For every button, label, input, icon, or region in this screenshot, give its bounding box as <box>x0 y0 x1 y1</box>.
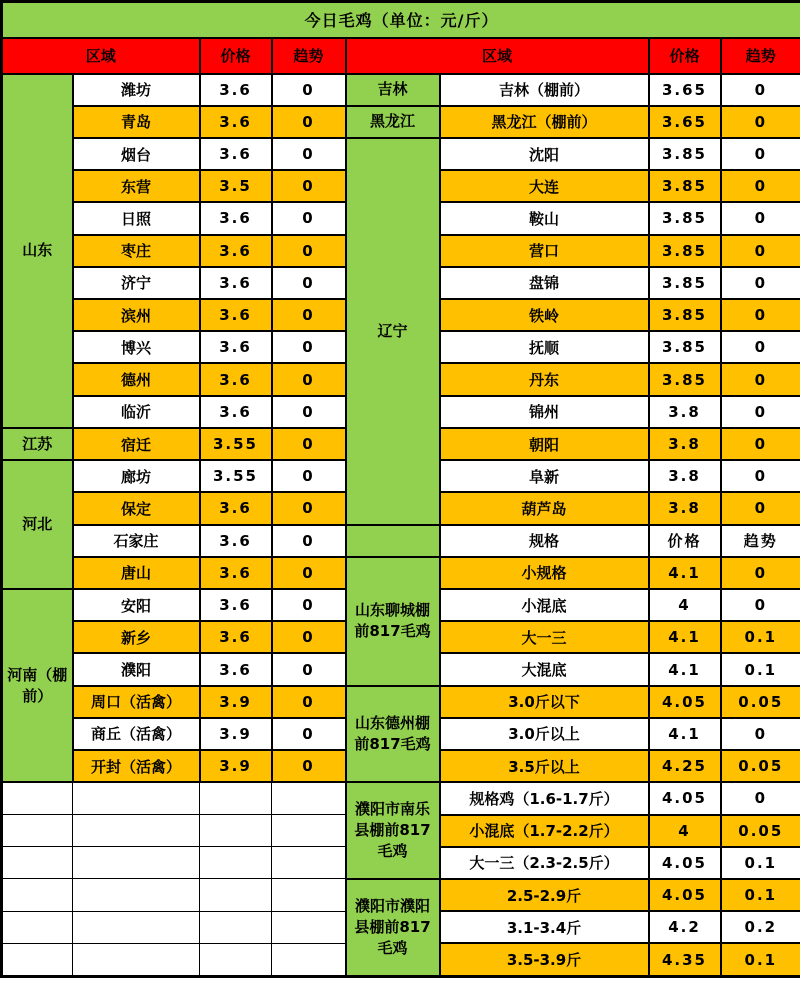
right-price-cell: 3.85 <box>649 138 721 170</box>
right-trend-cell: 0 <box>721 202 800 234</box>
left-trend-cell: 0 <box>272 235 346 267</box>
left-region-cell: 开封（活禽） <box>73 750 200 782</box>
left-province-cell <box>2 879 73 911</box>
left-price-cell <box>200 782 272 814</box>
right-trend-cell: 0.05 <box>721 750 800 782</box>
right-province-cell: 吉林 <box>346 74 440 106</box>
right-price-cell: 3.85 <box>649 170 721 202</box>
left-price-cell <box>200 815 272 847</box>
left-region-cell: 东营 <box>73 170 200 202</box>
right-region-cell: 铁岭 <box>440 299 649 331</box>
left-trend-cell: 0 <box>272 492 346 524</box>
right-province-cell: 黑龙江 <box>346 106 440 138</box>
left-region-cell: 濮阳 <box>73 653 200 685</box>
right-price-cell: 3.85 <box>649 331 721 363</box>
right-price-cell: 4 <box>649 815 721 847</box>
right-trend-cell: 0 <box>721 74 800 106</box>
right-trend-cell: 0 <box>721 428 800 460</box>
left-price-cell <box>200 847 272 879</box>
left-region-cell: 周口（活禽） <box>73 686 200 718</box>
left-trend-cell: 0 <box>272 428 346 460</box>
right-trend-cell: 0.2 <box>721 911 800 943</box>
left-price-cell: 3.6 <box>200 138 272 170</box>
left-price-cell: 3.6 <box>200 74 272 106</box>
left-trend-cell: 0 <box>272 750 346 782</box>
right-region-cell: 抚顺 <box>440 331 649 363</box>
right-trend-cell: 0 <box>721 138 800 170</box>
left-price-cell: 3.6 <box>200 396 272 428</box>
left-price-cell: 3.6 <box>200 106 272 138</box>
left-province-cell: 江苏 <box>2 428 73 460</box>
table-row <box>2 879 800 911</box>
left-price-cell <box>200 943 272 976</box>
left-region-cell: 廊坊 <box>73 460 200 492</box>
table-row <box>2 686 800 718</box>
right-region-cell: 3.1-3.4斤 <box>440 911 649 943</box>
header-trend-right: 趋势 <box>721 38 800 74</box>
right-price-cell: 4.05 <box>649 686 721 718</box>
left-province-cell <box>2 847 73 879</box>
left-price-cell: 3.6 <box>200 653 272 685</box>
left-region-cell: 临沂 <box>73 396 200 428</box>
right-region-cell: 营口 <box>440 235 649 267</box>
right-trend-cell: 0 <box>721 170 800 202</box>
left-region-cell: 石家庄 <box>73 525 200 557</box>
table-title: 今日毛鸡（单位：元/斤） <box>2 2 800 38</box>
right-trend-cell: 0.1 <box>721 847 800 879</box>
left-trend-cell <box>272 847 346 879</box>
right-region-cell: 葫芦岛 <box>440 492 649 524</box>
right-region-cell: 丹东 <box>440 363 649 395</box>
right-trend-cell: 0 <box>721 589 800 621</box>
right-price-cell: 3.85 <box>649 202 721 234</box>
right-price-cell: 3.85 <box>649 299 721 331</box>
left-trend-cell: 0 <box>272 557 346 589</box>
left-trend-cell: 0 <box>272 202 346 234</box>
right-trend-cell: 0 <box>721 235 800 267</box>
right-trend-cell: 0 <box>721 267 800 299</box>
right-price-cell: 4.2 <box>649 911 721 943</box>
left-province-cell: 山东 <box>2 74 73 428</box>
left-province-cell <box>2 815 73 847</box>
left-trend-cell: 0 <box>272 718 346 750</box>
right-region-cell: 3.0斤以下 <box>440 686 649 718</box>
left-price-cell: 3.6 <box>200 621 272 653</box>
header-price-left: 价格 <box>200 38 272 74</box>
right-region-cell: 黑龙江（棚前） <box>440 106 649 138</box>
left-region-cell: 安阳 <box>73 589 200 621</box>
table-row <box>2 74 800 106</box>
right-price-cell: 4.35 <box>649 943 721 976</box>
table-row <box>2 106 800 138</box>
right-region-cell: 小混底 <box>440 589 649 621</box>
right-region-cell: 鞍山 <box>440 202 649 234</box>
right-region-cell: 大一三 <box>440 621 649 653</box>
left-region-cell: 德州 <box>73 363 200 395</box>
right-region-cell: 大一三（2.3-2.5斤） <box>440 847 649 879</box>
right-trend-cell: 0 <box>721 331 800 363</box>
right-province-cell: 濮阳市南乐县棚前817毛鸡 <box>346 782 440 879</box>
left-price-cell: 3.6 <box>200 299 272 331</box>
left-region-cell <box>73 815 200 847</box>
right-trend-cell: 0 <box>721 782 800 814</box>
left-trend-cell: 0 <box>272 396 346 428</box>
right-price-cell: 3.85 <box>649 267 721 299</box>
left-province-cell: 河南（棚前） <box>2 589 73 782</box>
left-region-cell: 济宁 <box>73 267 200 299</box>
left-region-cell <box>73 943 200 976</box>
right-trend-cell: 0.05 <box>721 815 800 847</box>
right-region-cell: 规格 <box>440 525 649 557</box>
left-province-cell: 河北 <box>2 460 73 589</box>
right-price-cell: 3.8 <box>649 460 721 492</box>
right-province-cell: 辽宁 <box>346 138 440 525</box>
left-price-cell: 3.5 <box>200 170 272 202</box>
right-trend-cell: 0 <box>721 718 800 750</box>
right-province-cell <box>346 525 440 557</box>
left-trend-cell: 0 <box>272 299 346 331</box>
left-province-cell <box>2 782 73 814</box>
right-trend-cell: 0.1 <box>721 879 800 911</box>
left-price-cell: 3.6 <box>200 557 272 589</box>
title-row <box>2 2 800 38</box>
left-trend-cell: 0 <box>272 267 346 299</box>
left-trend-cell: 0 <box>272 363 346 395</box>
left-trend-cell: 0 <box>272 686 346 718</box>
right-region-cell: 大连 <box>440 170 649 202</box>
left-price-cell: 3.9 <box>200 686 272 718</box>
left-trend-cell: 0 <box>272 138 346 170</box>
table-row <box>2 138 800 170</box>
right-price-cell: 4 <box>649 589 721 621</box>
right-trend-cell: 0.1 <box>721 943 800 976</box>
right-region-cell: 吉林（棚前） <box>440 74 649 106</box>
header-region-left: 区域 <box>2 38 200 74</box>
left-trend-cell: 0 <box>272 621 346 653</box>
left-region-cell: 枣庄 <box>73 235 200 267</box>
right-price-cell: 4.05 <box>649 782 721 814</box>
right-trend-cell: 0.1 <box>721 621 800 653</box>
left-region-cell: 商丘（活禽） <box>73 718 200 750</box>
right-region-cell: 3.5-3.9斤 <box>440 943 649 976</box>
right-trend-cell: 趋势 <box>721 525 800 557</box>
right-trend-cell: 0 <box>721 106 800 138</box>
right-region-cell: 小规格 <box>440 557 649 589</box>
table-row <box>2 557 800 589</box>
right-trend-cell: 0 <box>721 396 800 428</box>
left-price-cell: 3.6 <box>200 589 272 621</box>
right-price-cell: 3.65 <box>649 106 721 138</box>
right-region-cell: 朝阳 <box>440 428 649 460</box>
right-price-cell: 4.1 <box>649 621 721 653</box>
left-trend-cell: 0 <box>272 331 346 363</box>
right-price-cell: 3.8 <box>649 492 721 524</box>
left-trend-cell <box>272 879 346 911</box>
right-region-cell: 小混底（1.7-2.2斤） <box>440 815 649 847</box>
left-price-cell: 3.6 <box>200 267 272 299</box>
left-trend-cell: 0 <box>272 653 346 685</box>
header-region-right: 区域 <box>346 38 649 74</box>
left-region-cell: 保定 <box>73 492 200 524</box>
right-trend-cell: 0 <box>721 363 800 395</box>
left-price-cell: 3.55 <box>200 460 272 492</box>
left-price-cell: 3.6 <box>200 492 272 524</box>
left-trend-cell <box>272 911 346 943</box>
right-trend-cell: 0.1 <box>721 653 800 685</box>
right-region-cell: 锦州 <box>440 396 649 428</box>
right-trend-cell: 0.05 <box>721 686 800 718</box>
right-region-cell: 3.0斤以上 <box>440 718 649 750</box>
left-region-cell: 潍坊 <box>73 74 200 106</box>
right-price-cell: 4.1 <box>649 557 721 589</box>
left-trend-cell <box>272 815 346 847</box>
left-region-cell <box>73 782 200 814</box>
left-trend-cell: 0 <box>272 170 346 202</box>
right-region-cell: 沈阳 <box>440 138 649 170</box>
left-trend-cell: 0 <box>272 525 346 557</box>
left-region-cell <box>73 911 200 943</box>
right-region-cell: 盘锦 <box>440 267 649 299</box>
right-province-cell: 山东聊城棚前817毛鸡 <box>346 557 440 686</box>
right-price-cell: 4.1 <box>649 718 721 750</box>
right-price-cell: 4.05 <box>649 879 721 911</box>
left-region-cell: 宿迁 <box>73 428 200 460</box>
right-price-cell: 3.8 <box>649 396 721 428</box>
header-trend-left: 趋势 <box>272 38 346 74</box>
left-price-cell: 3.55 <box>200 428 272 460</box>
left-region-cell: 青岛 <box>73 106 200 138</box>
header-row <box>2 38 800 74</box>
left-region-cell: 烟台 <box>73 138 200 170</box>
left-price-cell: 3.9 <box>200 750 272 782</box>
left-price-cell <box>200 879 272 911</box>
left-price-cell: 3.6 <box>200 331 272 363</box>
right-price-cell: 3.8 <box>649 428 721 460</box>
left-region-cell <box>73 879 200 911</box>
right-price-cell: 3.65 <box>649 74 721 106</box>
right-price-cell: 4.05 <box>649 847 721 879</box>
left-price-cell: 3.6 <box>200 202 272 234</box>
left-trend-cell <box>272 782 346 814</box>
right-region-cell: 3.5斤以上 <box>440 750 649 782</box>
left-province-cell <box>2 911 73 943</box>
right-price-cell: 价格 <box>649 525 721 557</box>
left-price-cell: 3.9 <box>200 718 272 750</box>
left-region-cell <box>73 847 200 879</box>
left-trend-cell: 0 <box>272 460 346 492</box>
left-price-cell: 3.6 <box>200 235 272 267</box>
left-region-cell: 唐山 <box>73 557 200 589</box>
right-region-cell: 2.5-2.9斤 <box>440 879 649 911</box>
right-region-cell: 阜新 <box>440 460 649 492</box>
right-province-cell: 山东德州棚前817毛鸡 <box>346 686 440 783</box>
left-price-cell: 3.6 <box>200 363 272 395</box>
left-region-cell: 博兴 <box>73 331 200 363</box>
left-trend-cell: 0 <box>272 106 346 138</box>
left-region-cell: 日照 <box>73 202 200 234</box>
left-region-cell: 新乡 <box>73 621 200 653</box>
right-trend-cell: 0 <box>721 492 800 524</box>
left-price-cell: 3.6 <box>200 525 272 557</box>
right-price-cell: 3.85 <box>649 363 721 395</box>
right-price-cell: 4.1 <box>649 653 721 685</box>
right-price-cell: 3.85 <box>649 235 721 267</box>
right-trend-cell: 0 <box>721 299 800 331</box>
right-trend-cell: 0 <box>721 557 800 589</box>
right-region-cell: 规格鸡（1.6-1.7斤） <box>440 782 649 814</box>
left-trend-cell: 0 <box>272 74 346 106</box>
right-region-cell: 大混底 <box>440 653 649 685</box>
left-trend-cell: 0 <box>272 589 346 621</box>
right-trend-cell: 0 <box>721 460 800 492</box>
table-row <box>2 782 800 814</box>
left-trend-cell <box>272 943 346 976</box>
header-price-right: 价格 <box>649 38 721 74</box>
left-price-cell <box>200 911 272 943</box>
right-province-cell: 濮阳市濮阳县棚前817毛鸡 <box>346 879 440 977</box>
left-province-cell <box>2 943 73 976</box>
table-row <box>2 525 800 557</box>
right-price-cell: 4.25 <box>649 750 721 782</box>
left-region-cell: 滨州 <box>73 299 200 331</box>
